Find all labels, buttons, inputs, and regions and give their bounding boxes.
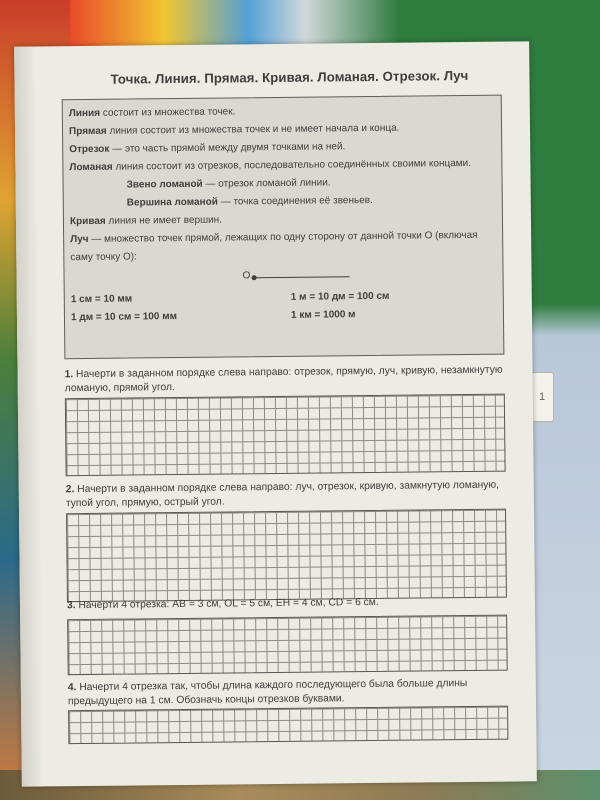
task-4: 4. Начерти 4 отрезка так, чтобы длина каждого последующего была больше длины предыдущего на 1 см. Обозначь концы отрезков буквами. [67, 678, 468, 708]
task-1-grid[interactable] [65, 394, 506, 477]
rule-ray: Луч — множество точек прямой, лежащих по одну сторону от данной точки О (включая саму точку О): [70, 229, 478, 264]
rule-curve: Кривая линия не имеет вершин. [69, 214, 223, 228]
rules-box [62, 95, 505, 360]
rule-polyline: Ломаная линия состоит из отрезков, последовательно соединённых своими концами. [69, 157, 472, 174]
task-2-grid[interactable] [66, 509, 507, 603]
ray-line [255, 276, 350, 278]
rule-link: Звено ломаной — отрезок ломаной линии. [126, 177, 331, 191]
unit-km: 1 км = 1000 м [290, 309, 356, 321]
task-3-grid[interactable] [67, 615, 508, 676]
rule-straight: Прямая линия состоит из множества точек и не имеет начала и конца. [68, 122, 400, 138]
page-title: Точка. Линия. Прямая. Кривая. Ломаная. Отрезок. Луч [110, 67, 469, 87]
unit-cm: 1 см = 10 мм [70, 293, 133, 306]
side-tab: 1 [530, 372, 554, 422]
rule-vertex: Вершина ломаной — точка соединения её звеньев. [126, 194, 373, 209]
ray-illustration [70, 263, 496, 289]
unit-m: 1 м = 10 дм = 100 см [290, 290, 390, 303]
task-2: 2. Начерти в заданном порядке слева направо: луч, отрезок, кривую, замкнутую ломаную, тупой угол, прямую, острый угол. [65, 479, 500, 510]
task-3: 3. Начерти 4 отрезка: AB = 3 см, OL = 5 см, EH = 4 см, CD = 6 см. [66, 596, 379, 612]
units-table [71, 287, 497, 327]
rule-segment: Отрезок — это часть прямой между двумя точками на ней. [69, 141, 346, 156]
task-4-grid[interactable] [68, 706, 508, 745]
unit-dm: 1 дм = 10 см = 100 мм [70, 311, 178, 324]
task-1: 1. Начерти в заданном порядке слева направо: отрезок, прямую, луч, кривую, незамкнутую ломаную, прямой угол. [64, 364, 503, 395]
rule-line: Линия состоит из множества точек. [68, 106, 236, 120]
workbook-page [14, 41, 537, 786]
ray-point-label: О [242, 270, 251, 282]
